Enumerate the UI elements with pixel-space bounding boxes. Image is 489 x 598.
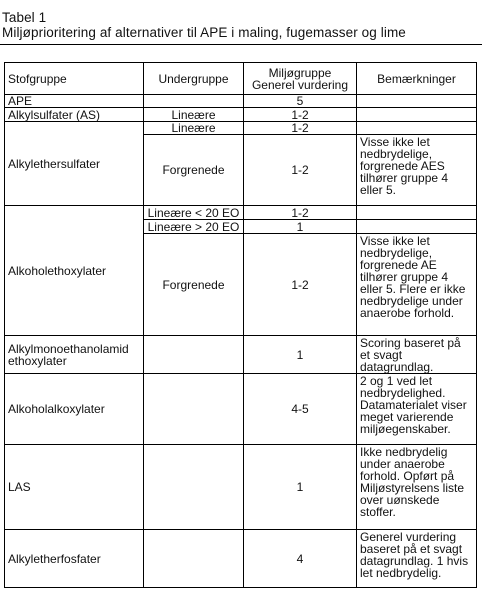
cell-stofgruppe: Alkoholethoxylater [5,206,144,336]
cell-undergruppe [144,336,244,374]
caption-divider [0,44,482,45]
table-header-row [5,63,477,95]
environment-priority-table [4,62,477,588]
cell-miljogruppe: 1-2 [244,234,357,336]
cell-bemaerkninger: 2 og 1 ved let nedbrydelighed. Datamaterialet viser meget varierende miljøegenskaber. [357,374,477,445]
table-row-aa [5,374,477,445]
cell-miljogruppe: 1 [244,336,357,374]
cell-stofgruppe: APE [5,95,144,108]
header-miljogruppe-line2: Generel vurdering [251,77,349,92]
table-caption [2,10,406,40]
table-row-as [5,108,477,122]
cell-stofgruppe: Alkylsulfater (AS) [5,108,144,122]
cell-undergruppe [144,530,244,588]
cell-miljogruppe: 1 [244,220,357,234]
table-row-aes-linear [5,122,477,135]
cell-bemaerkninger: Ikke nedbrydelig under anaerobe forhold. Opført på Miljøstyrelsens liste over uønskede stoffer. [357,445,477,530]
cell-bemaerkninger: Generel vurdering baseret på et svagt datagrundlag. 1 hvis let nedbrydelig. [357,530,477,588]
table-row-amea [5,336,477,374]
cell-undergruppe [144,445,244,530]
cell-miljogruppe: 1-2 [244,122,357,135]
cell-bemaerkninger [357,220,477,234]
cell-miljogruppe: 1-2 [244,206,357,220]
cell-stofgruppe: Alkylmonoethanolamid ethoxylater [5,336,144,374]
header-undergruppe: Undergruppe [144,63,244,95]
cell-undergruppe: Forgrenede [144,135,244,206]
cell-undergruppe: Lineære < 20 EO [144,206,244,220]
cell-bemaerkninger: Visse ikke let nedbrydelige, forgrenede AES tilhører gruppe 4 eller 5. [357,135,477,206]
caption-title: Miljøprioritering af alternativer til APE i maling, fugemasser og lime [2,25,406,40]
cell-bemaerkninger [357,108,477,122]
caption-label: Tabel 1 [2,10,47,25]
cell-stofgruppe: Alkoholalkoxylater [5,374,144,445]
table-row-ae-lt20 [5,206,477,220]
cell-stofgruppe: LAS [5,445,144,530]
cell-stofgruppe: Alkylethersulfater [5,122,144,206]
cell-miljogruppe: 1 [244,445,357,530]
cell-miljogruppe: 4-5 [244,374,357,445]
cell-undergruppe [144,374,244,445]
table-row-ape [5,95,477,108]
cell-undergruppe: Lineære > 20 EO [144,220,244,234]
cell-stofgruppe: Alkyletherfosfater [5,530,144,588]
cell-bemaerkninger [357,95,477,108]
cell-miljogruppe: 1-2 [244,108,357,122]
header-miljogruppe-line1: Miljøgruppe [268,65,332,80]
cell-undergruppe: Lineære [144,108,244,122]
header-miljogruppe [244,63,357,95]
cell-undergruppe [144,95,244,108]
cell-miljogruppe: 4 [244,530,357,588]
cell-bemaerkninger: Visse ikke let nedbrydelige, forgrenede AE tilhører gruppe 4 eller 5. Flere er ikke nedbrydelige under anaerobe forhold. [357,234,477,336]
table-row-las [5,445,477,530]
cell-undergruppe: Forgrenede [144,234,244,336]
cell-miljogruppe: 1-2 [244,135,357,206]
header-stofgruppe: Stofgruppe [5,63,144,95]
header-bemaerkninger: Bemærkninger [357,63,477,95]
cell-undergruppe: Lineære [144,122,244,135]
cell-bemaerkninger: Scoring baseret på et svagt datagrundlag. [357,336,477,374]
cell-bemaerkninger [357,206,477,220]
table-row-aep [5,530,477,588]
cell-bemaerkninger [357,122,477,135]
cell-miljogruppe: 5 [244,95,357,108]
